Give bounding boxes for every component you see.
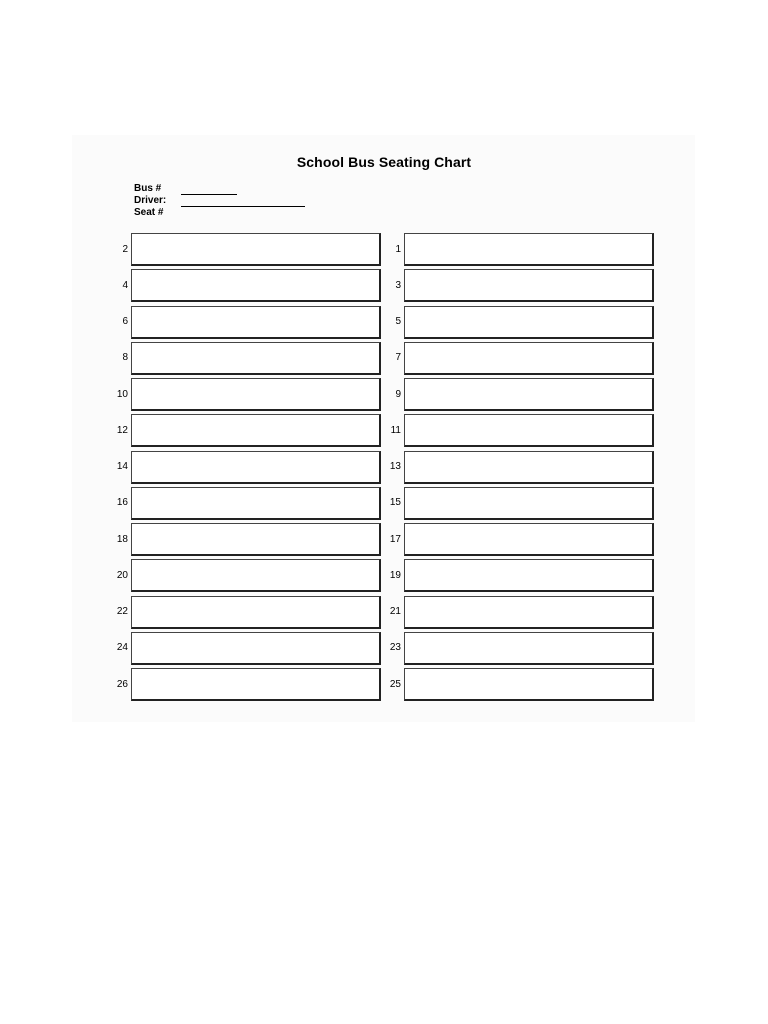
seat-number: 25 bbox=[389, 678, 401, 690]
seat-number: 8 bbox=[122, 352, 128, 364]
seat-box-right bbox=[404, 342, 654, 375]
seat-box-left bbox=[131, 451, 381, 484]
seat-box-left bbox=[131, 632, 381, 665]
seat-box-left bbox=[131, 596, 381, 629]
seat-number: 24 bbox=[116, 642, 128, 654]
seat-number: 3 bbox=[395, 279, 401, 291]
seat-box-right bbox=[404, 632, 654, 665]
bus-number-label: Bus # bbox=[134, 183, 162, 194]
driver-line bbox=[181, 206, 305, 207]
seat-box-left bbox=[131, 668, 381, 701]
seat-number: 1 bbox=[395, 243, 401, 255]
seat-number: 9 bbox=[395, 388, 401, 400]
seat-number: 14 bbox=[116, 461, 128, 472]
seat-box-right bbox=[404, 596, 654, 629]
seat-box-left bbox=[131, 342, 381, 375]
seat-number: 20 bbox=[116, 569, 128, 581]
seat-box-right bbox=[404, 559, 654, 592]
seat-box-left bbox=[131, 414, 381, 447]
seat-number: 18 bbox=[116, 533, 128, 545]
seat-box-right bbox=[404, 487, 654, 520]
seat-number: 7 bbox=[395, 352, 401, 364]
page-title: School Bus Seating Chart bbox=[296, 154, 472, 170]
bus-number-line bbox=[181, 194, 237, 195]
seat-number: 21 bbox=[389, 606, 401, 617]
seat-box-left bbox=[131, 269, 381, 302]
seat-number: 22 bbox=[116, 606, 128, 617]
seat-number: 6 bbox=[122, 316, 128, 327]
seat-number: 16 bbox=[116, 497, 128, 509]
seat-number: 15 bbox=[389, 497, 401, 509]
seat-number: 19 bbox=[389, 569, 401, 581]
seat-number: 23 bbox=[389, 642, 401, 654]
seat-number: 13 bbox=[389, 461, 401, 472]
seat-number: 10 bbox=[116, 388, 128, 400]
seat-box-right bbox=[404, 306, 654, 339]
seat-number: 26 bbox=[116, 678, 128, 690]
driver-label: Driver: bbox=[134, 195, 167, 206]
seat-box-right bbox=[404, 523, 654, 556]
seat-box-left bbox=[131, 378, 381, 411]
seat-box-left bbox=[131, 306, 381, 339]
seat-box-left bbox=[131, 233, 381, 266]
seat-box-left bbox=[131, 523, 381, 556]
seat-number: 4 bbox=[122, 279, 128, 291]
seat-number: 17 bbox=[389, 533, 401, 545]
seat-box-left bbox=[131, 559, 381, 592]
seat-number: 11 bbox=[390, 424, 401, 436]
seat-box-right bbox=[404, 414, 654, 447]
seat-box-right bbox=[404, 451, 654, 484]
seat-number: 2 bbox=[122, 243, 128, 255]
seat-box-right bbox=[404, 378, 654, 411]
seat-box-right bbox=[404, 233, 654, 266]
seat-number-label: Seat # bbox=[134, 207, 164, 218]
seat-box-right bbox=[404, 668, 654, 701]
seat-number: 12 bbox=[116, 424, 128, 436]
seat-box-right bbox=[404, 269, 654, 302]
seat-box-left bbox=[131, 487, 381, 520]
seat-number: 5 bbox=[395, 316, 401, 327]
